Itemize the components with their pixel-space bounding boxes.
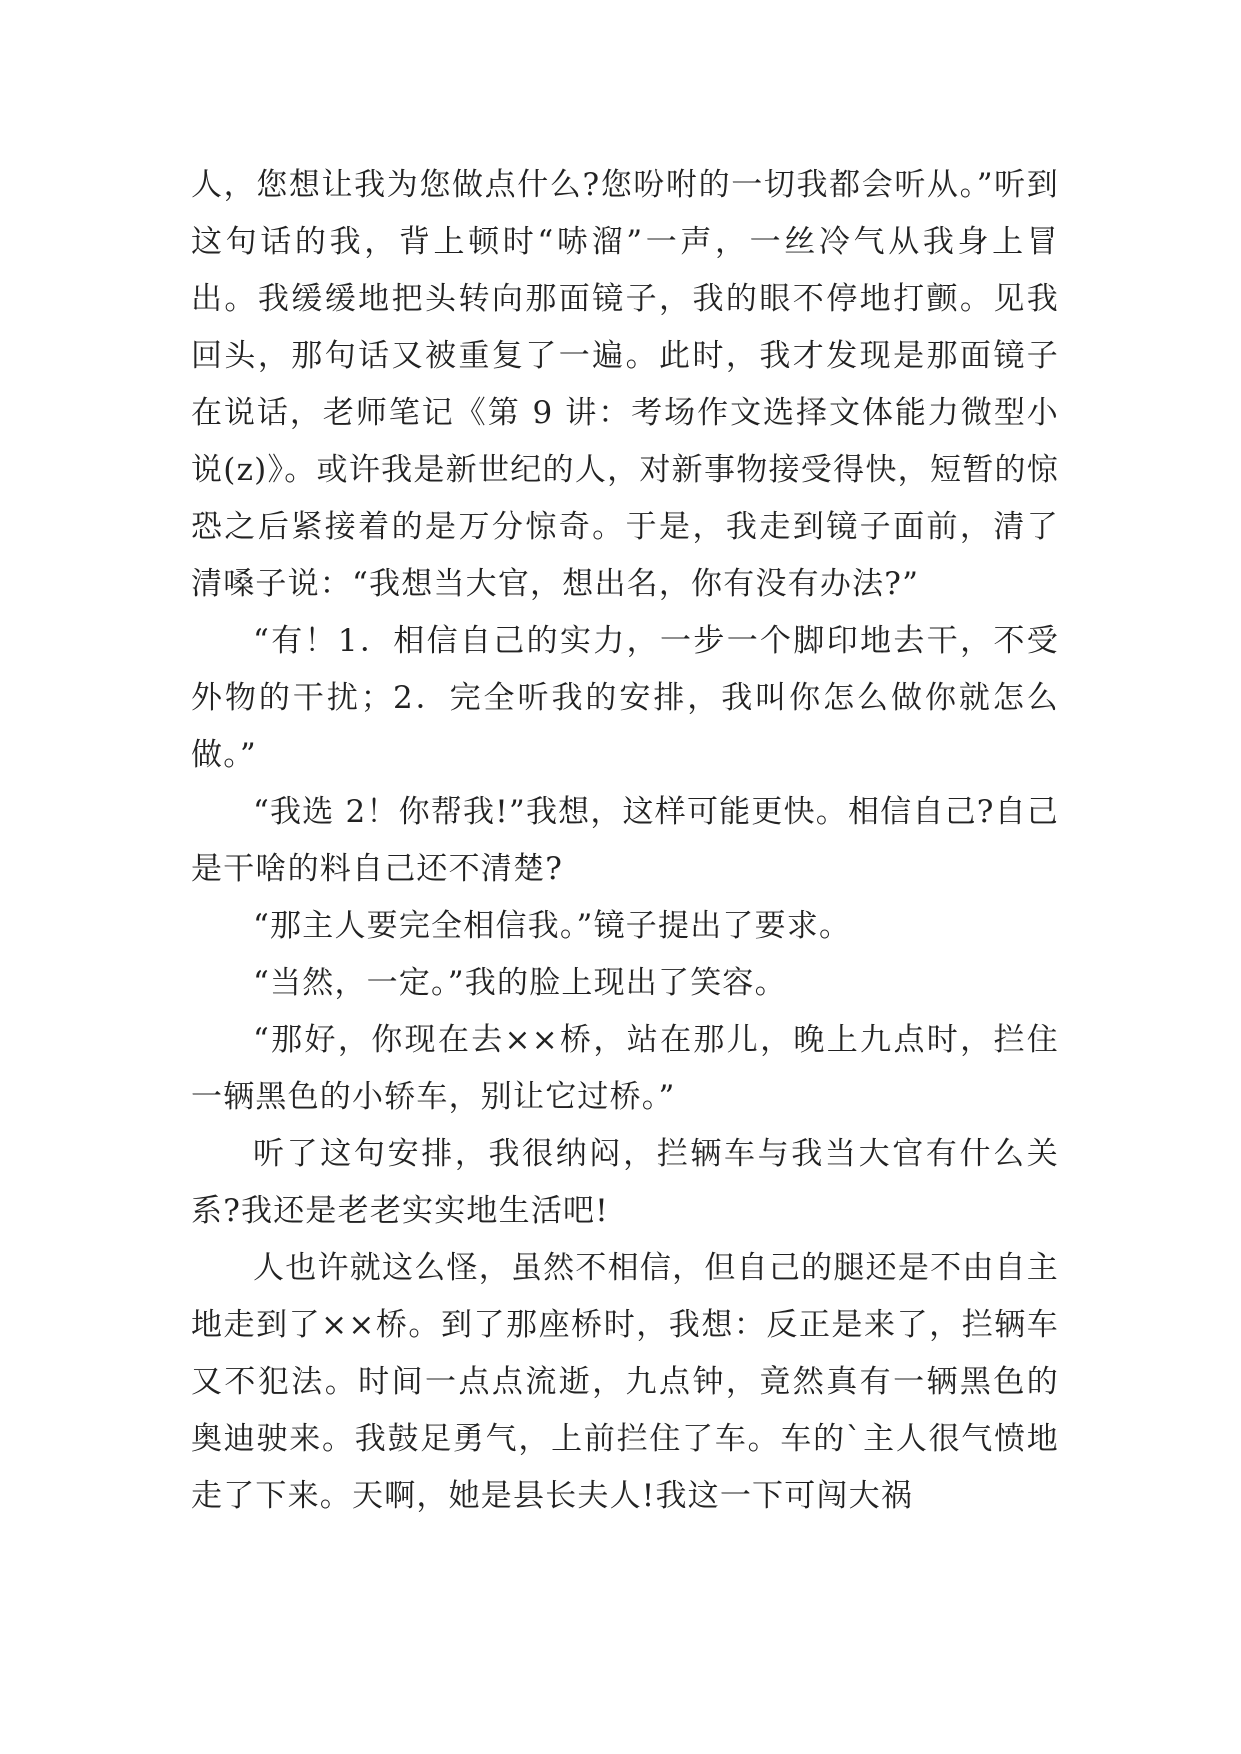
paragraph-mirror-speaks: 人，您想让我为您做点什么?您吩咐的一切我都会听从。”听到这句话的我，背上顿时“哧溜”一声，一丝冷气从我身上冒出。我缓缓地把头转向那面镜子，我的眼不停地打颤。见我回头，那句话又被重复了一遍。此时，我才发现是那面镜子在说话，老师笔记《第 9 讲：考场作文选择文体能力微型小说(z)》。或许我是新世纪的人，对新事物接受得快，短暂的惊恐之后紧接着的是万分惊奇。于是，我走到镜子面前，清了清嗓子说：“我想当大官，想出名，你有没有办法?” — [191, 167, 1059, 602]
paragraph-choose-two: “我选 2！你帮我!”我想，这样可能更快。相信自己?自己是干啥的料自己还不清楚? — [191, 794, 1059, 887]
paragraph-mirror-options: “有！1．相信自己的实力，一步一个脚印地去干，不受外物的干扰；2．完全听我的安排，我叫你怎么做你就怎么做。” — [191, 623, 1059, 773]
paragraph-mirror-request: “那主人要完全相信我。”镜子提出了要求。 — [253, 908, 852, 944]
paragraph-doubt: 听了这句安排，我很纳闷，拦辆车与我当大官有什么关系?我还是老老实实地生活吧! — [191, 1136, 1059, 1229]
story-text — [191, 157, 1059, 1525]
paragraph-stop-car: 人也许就这么怪，虽然不相信，但自己的腿还是不由自主地走到了××桥。到了那座桥时，我想：反正是来了，拦辆车又不犯法。时间一点点流逝，九点钟，竟然真有一辆黑色的奥迪驶来。我鼓足勇气，上前拦住了车。车的`主人很气愤地走了下来。天啊，她是县长夫人!我这一下可闯大祸 — [191, 1250, 1059, 1514]
paragraph-agree: “当然，一定。”我的脸上现出了笑容。 — [253, 965, 787, 1001]
paragraph-bridge-instruction: “那好，你现在去××桥，站在那儿，晚上九点时，拦住一辆黑色的小轿车，别让它过桥。” — [191, 1022, 1059, 1115]
